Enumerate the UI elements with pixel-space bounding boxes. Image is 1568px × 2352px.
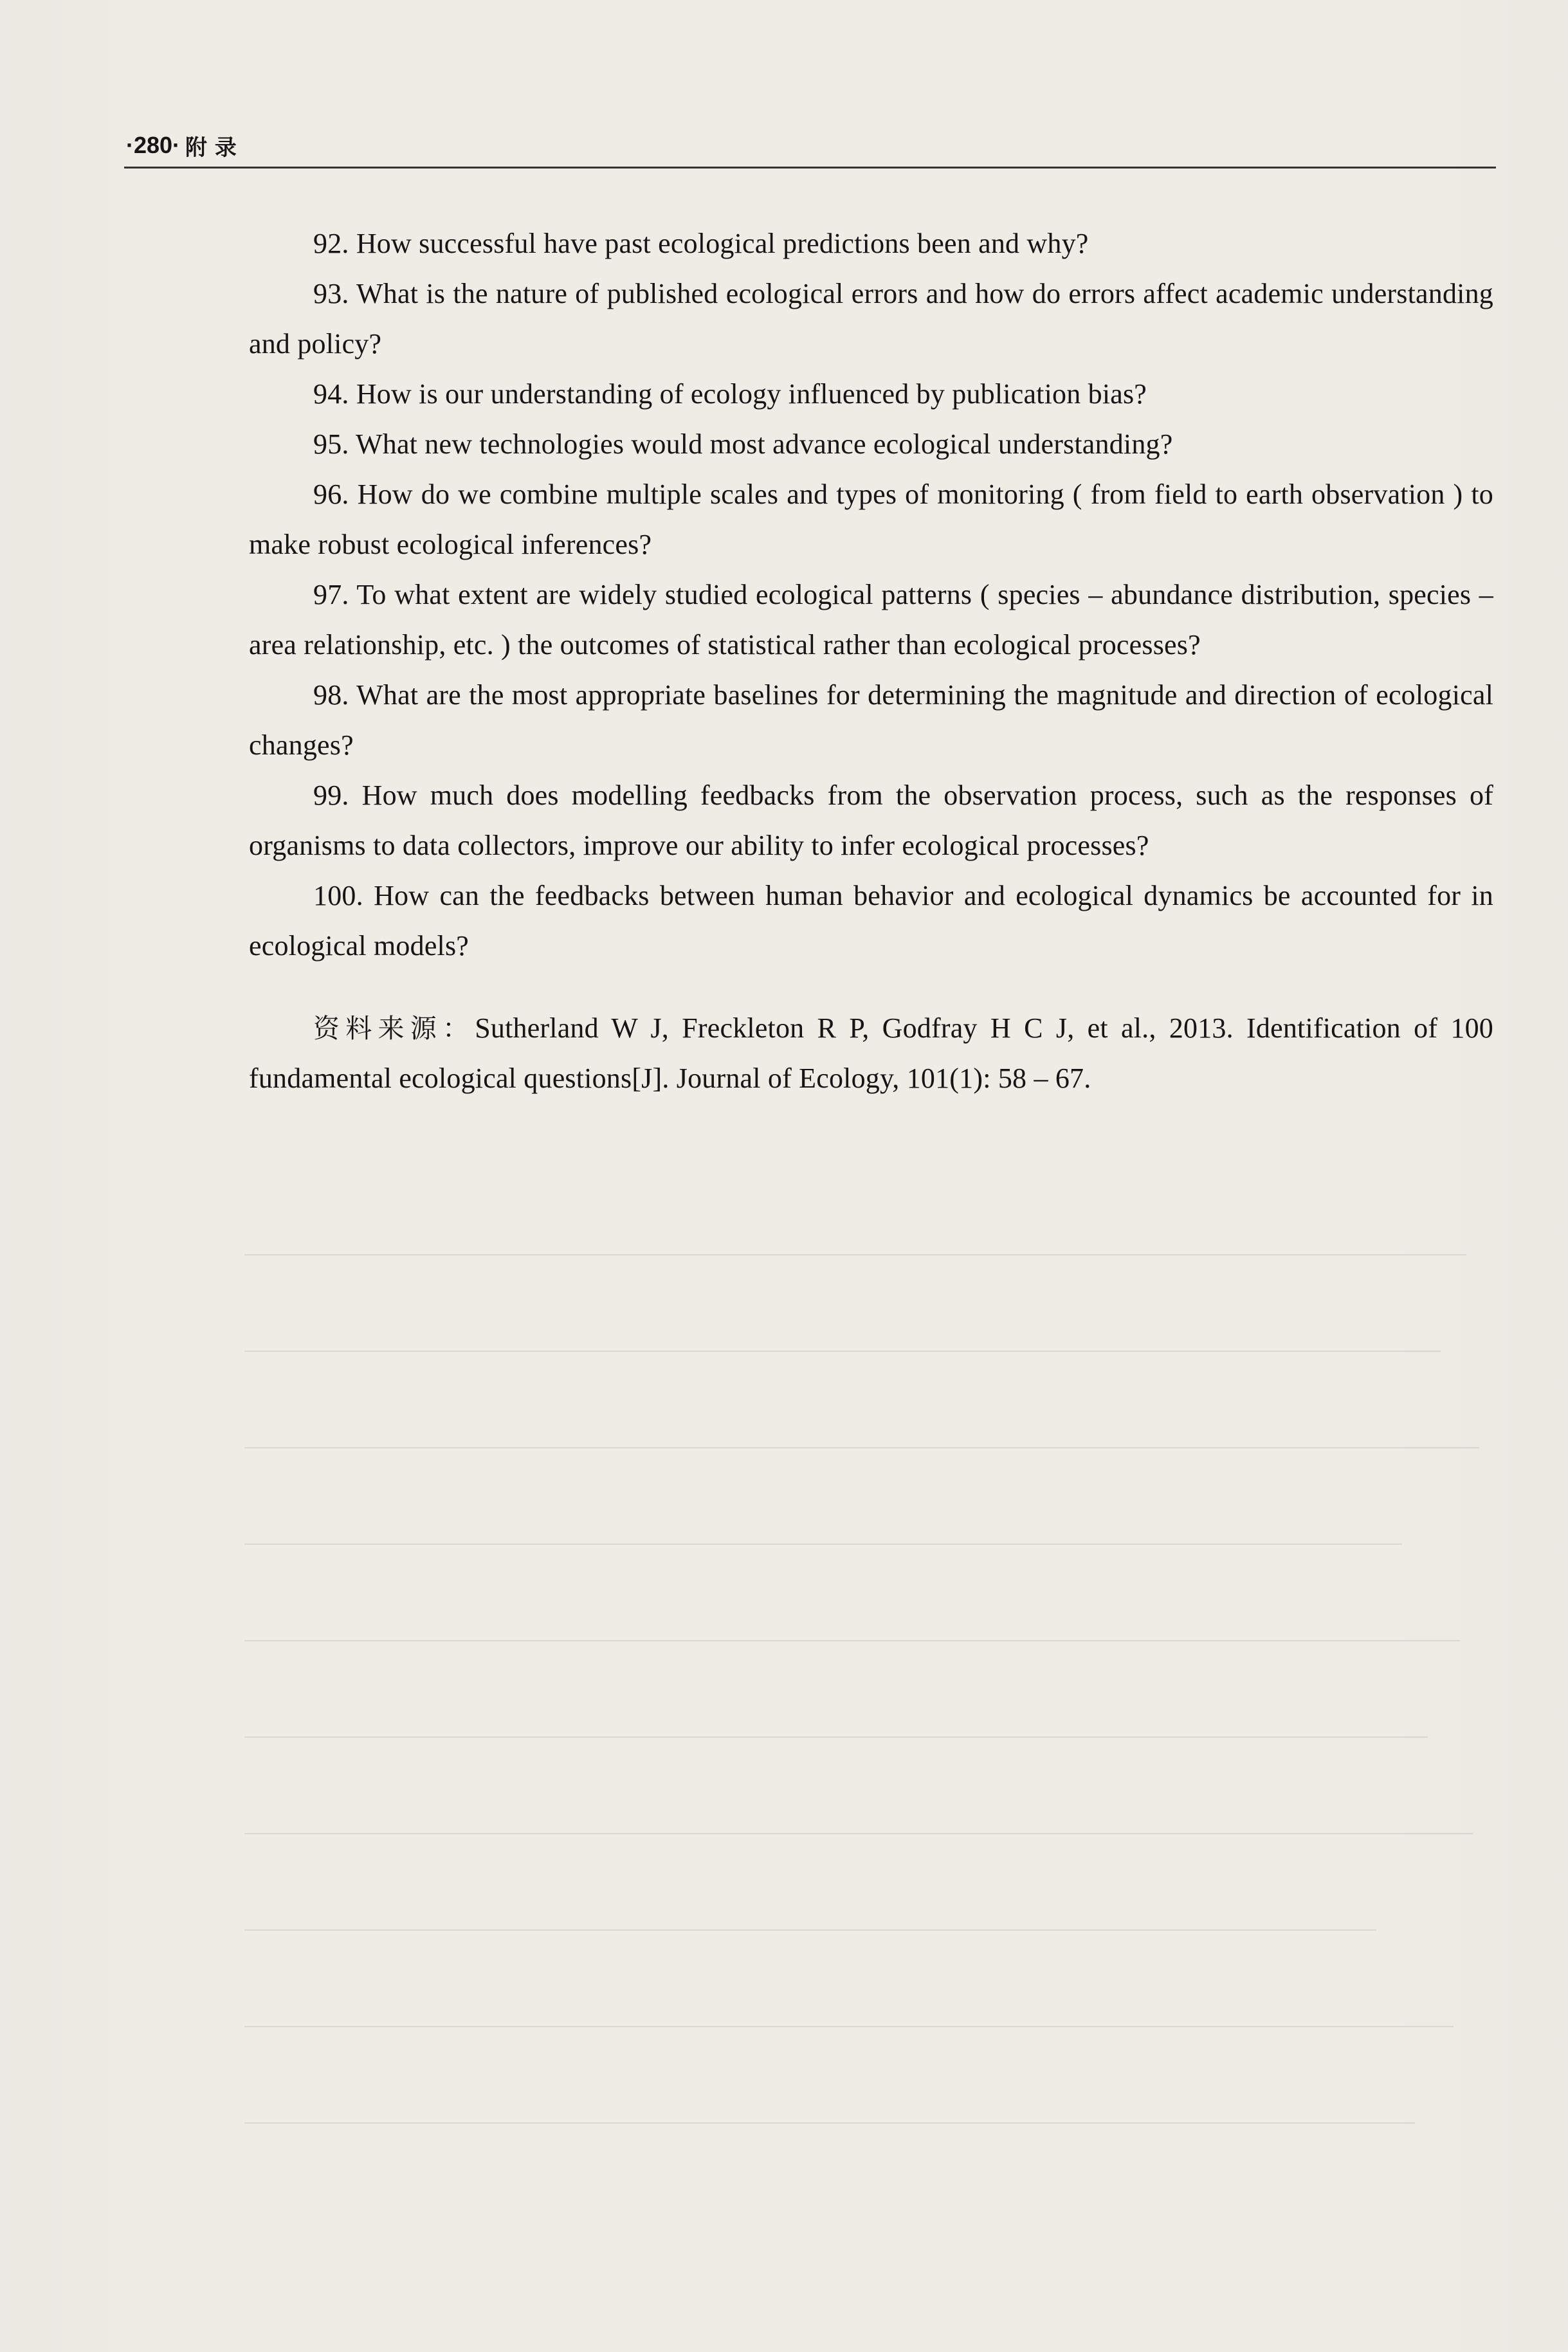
item-text: What are the most appropriate baselines for determining the magnitude and direction of ecological changes? — [249, 679, 1494, 761]
list-item — [249, 219, 1493, 269]
item-number: 98. — [313, 679, 349, 711]
list-item — [249, 269, 1493, 369]
item-number: 99. — [313, 779, 349, 811]
item-text: To what extent are widely studied ecological patterns ( species – abundance distribution, species – area relationship, etc. ) the outcomes of statistical rather than ecological processes? — [249, 579, 1494, 661]
list-item — [249, 670, 1493, 770]
header-rule — [124, 167, 1496, 169]
source-citation — [249, 1003, 1493, 1104]
list-item — [249, 419, 1493, 469]
item-number: 93. — [313, 278, 349, 309]
item-number: 97. — [313, 579, 349, 610]
bleed-through-shadow — [244, 1254, 1492, 2206]
list-item — [249, 770, 1493, 871]
item-text: How successful have past ecological predictions been and why? — [356, 228, 1089, 259]
citation-text: Sutherland W J, Freckleton R P, Godfray H C J, et al., 2013. Identification of 100 fundamental ecological questions[J]. Journal of Ecology, 101(1): 58 – 67. — [249, 1012, 1494, 1094]
source-label: 资料来源： — [313, 1013, 475, 1044]
item-text: What new technologies would most advance ecological understanding? — [356, 428, 1173, 460]
list-item — [249, 570, 1493, 670]
item-text: What is the nature of published ecological errors and how do errors affect academic understanding and policy? — [249, 278, 1493, 360]
list-item — [249, 871, 1493, 971]
running-header — [126, 126, 237, 165]
item-number: 95. — [313, 428, 349, 460]
page-number: ·280· — [126, 132, 181, 158]
list-item — [249, 469, 1493, 570]
question-list — [249, 219, 1493, 1104]
item-number: 94. — [313, 378, 349, 410]
item-number: 100. — [313, 880, 363, 911]
item-text: How is our understanding of ecology influenced by publication bias? — [356, 378, 1147, 410]
item-number: 96. — [313, 479, 349, 510]
item-number: 92. — [313, 228, 349, 259]
list-item — [249, 369, 1493, 419]
section-title: 附 录 — [185, 134, 237, 161]
item-text: How much does modelling feedbacks from the observation process, such as the responses of organisms to data collectors, improve our ability to infer ecological processes? — [249, 779, 1494, 861]
item-text: How do we combine multiple scales and types of monitoring ( from field to earth observation ) to make robust ecological inferences? — [249, 479, 1493, 560]
item-text: How can the feedbacks between human behavior and ecological dynamics be accounted for in ecological models? — [249, 880, 1493, 962]
